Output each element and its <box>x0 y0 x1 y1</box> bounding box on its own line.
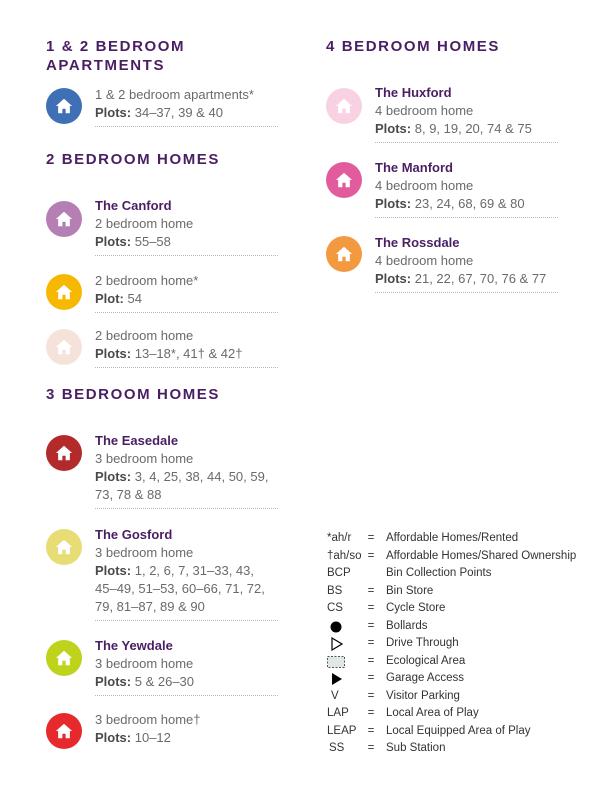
legend-row <box>327 705 597 723</box>
divider <box>95 620 278 621</box>
house-icon <box>46 88 82 124</box>
legend-key: BS <box>327 584 343 597</box>
entry-plots: Plots: 3, 4, 25, 38, 44, 50, 59, 73, 78 & 88 <box>95 469 269 502</box>
home-name: The Gosford <box>95 527 173 542</box>
heading-2-bedroom: 2 BEDROOM HOMES <box>46 151 221 168</box>
legend-value: Local Area of Play <box>386 707 479 719</box>
legend-equals: = <box>367 689 375 702</box>
legend-key: †ah/so <box>327 549 362 562</box>
entry-description: 2 bedroom home <box>95 328 194 343</box>
divider <box>95 367 278 368</box>
entry-description: 3 bedroom home† <box>95 712 201 727</box>
entry-text <box>95 637 278 696</box>
legend-value: Bin Store <box>386 584 434 597</box>
legend-row <box>327 530 597 548</box>
entry-plots: Plots: 55–58 <box>95 234 171 249</box>
entry-description: 3 bedroom home <box>95 545 194 560</box>
heading-3-bedroom: 3 BEDROOM HOMES <box>46 386 221 403</box>
legend-value: Drive Through <box>386 637 459 649</box>
legend-equals: = <box>367 619 375 632</box>
legend-equals: = <box>367 549 375 562</box>
heading-4-bedroom: 4 BEDROOM HOMES <box>326 38 501 55</box>
entry-description: 2 bedroom home <box>95 216 194 231</box>
legend-value: Affordable Homes/Shared Ownership <box>386 549 577 562</box>
legend-key: SS <box>329 742 345 754</box>
legend-value: Local Equipped Area of Play <box>386 724 531 737</box>
entry-text <box>95 432 278 509</box>
legend-equals: = <box>367 724 375 737</box>
entry-text <box>375 84 558 143</box>
home-name: The Rossdale <box>375 235 460 250</box>
home-name: The Easedale <box>95 433 179 448</box>
legend-row <box>327 653 597 671</box>
legend-equals: = <box>367 654 375 667</box>
legend-value: Garage Access <box>386 672 464 684</box>
entry-description: 3 bedroom home <box>95 451 194 466</box>
divider <box>95 695 278 696</box>
house-icon <box>46 640 82 676</box>
entry-plots: Plots: 1, 2, 6, 7, 31–33, 43, 45–49, 51–53, 60–66, 71, 72, 79, 81–87, 89 & 90 <box>95 563 265 614</box>
legend-value: Sub Station <box>386 742 446 754</box>
entry-text <box>95 86 278 127</box>
home-name: The Canford <box>95 198 172 213</box>
legend-value: Visitor Parking <box>386 689 460 702</box>
legend-row <box>327 723 597 741</box>
legend-row <box>327 548 597 566</box>
heading-apartments: 1 & 2 BEDROOM APARTMENTS <box>46 38 186 74</box>
divider <box>375 292 558 293</box>
legend-row <box>327 635 597 653</box>
entry-description: 2 bedroom home* <box>95 273 199 288</box>
legend-key: CS <box>327 602 343 614</box>
entry-description: 1 & 2 bedroom apartments* <box>95 87 254 102</box>
legend-equals: = <box>367 637 375 649</box>
house-icon <box>326 162 362 198</box>
entry-plots: Plots: 21, 22, 67, 70, 76 & 77 <box>375 271 547 286</box>
entry-plots: Plots: 23, 24, 68, 69 & 80 <box>375 196 525 211</box>
entry-description: 4 bedroom home <box>375 178 474 193</box>
home-name: The Huxford <box>375 85 452 100</box>
abbreviation-key <box>327 530 597 758</box>
entry-plots: Plot: 54 <box>95 291 142 306</box>
legend-value: Ecological Area <box>386 654 466 667</box>
entry-plots: Plots: 10–12 <box>95 730 171 745</box>
house-icon <box>46 201 82 237</box>
legend-row <box>327 565 597 583</box>
house-icon <box>46 274 82 310</box>
entry-description: 3 bedroom home <box>95 656 194 671</box>
legend-row <box>327 740 597 758</box>
legend-equals: = <box>367 707 375 719</box>
divider <box>95 312 278 313</box>
divider <box>375 217 558 218</box>
entry-plots: Plots: 34–37, 39 & 40 <box>95 105 223 120</box>
entry-plots: Plots: 8, 9, 19, 20, 74 & 75 <box>375 121 532 136</box>
entry-text <box>375 234 558 293</box>
divider <box>95 126 278 127</box>
entry-text <box>95 526 278 621</box>
home-name: The Yewdale <box>95 638 173 653</box>
legend-row <box>327 688 597 706</box>
entry-description: 4 bedroom home <box>375 253 474 268</box>
entry-text <box>95 327 278 368</box>
entry-plots: Plots: 5 & 26–30 <box>95 674 195 689</box>
entry-text <box>95 272 278 313</box>
entry-description: 4 bedroom home <box>375 103 474 118</box>
legend-equals: = <box>367 532 375 544</box>
house-icon <box>46 713 82 749</box>
house-icon <box>46 529 82 565</box>
entry-text <box>375 159 558 218</box>
house-icon <box>46 435 82 471</box>
entry-text <box>95 711 278 747</box>
home-name: The Manford <box>375 160 453 175</box>
legend-value: Bin Collection Points <box>386 567 492 579</box>
divider <box>95 255 278 256</box>
entry-text <box>95 197 278 256</box>
legend-equals: = <box>367 672 375 684</box>
house-icon <box>326 236 362 272</box>
house-icon <box>326 88 362 124</box>
legend-key: V <box>331 689 339 702</box>
divider <box>375 142 558 143</box>
entry-plots: Plots: 13–18*, 41† & 42† <box>95 346 243 361</box>
legend-equals: = <box>367 584 375 597</box>
legend-row <box>327 583 597 601</box>
legend-value: Cycle Store <box>386 602 446 614</box>
legend-equals: = <box>367 602 375 614</box>
divider <box>95 508 278 509</box>
legend-row <box>327 618 597 636</box>
legend-value: Bollards <box>386 619 428 632</box>
legend-key: *ah/r <box>327 532 352 544</box>
legend-row <box>327 670 597 688</box>
legend-row <box>327 600 597 618</box>
legend-key: BCP <box>327 567 351 579</box>
house-icon <box>46 329 82 365</box>
legend-key: LEAP <box>327 724 357 737</box>
legend-equals: = <box>367 742 375 754</box>
legend-value: Affordable Homes/Rented <box>386 532 519 544</box>
legend-key: LAP <box>327 707 349 719</box>
